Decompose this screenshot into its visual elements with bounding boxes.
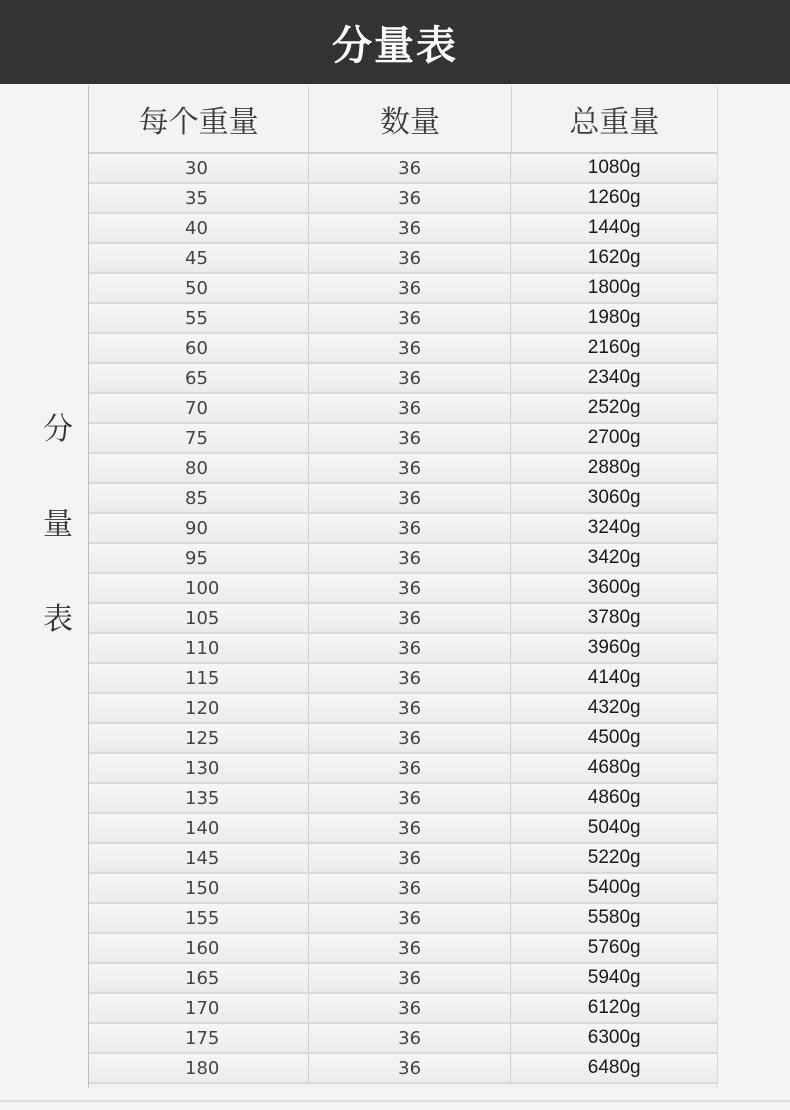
portion-table <box>88 86 718 1088</box>
table-row <box>89 184 717 214</box>
cell-quantity: 36 <box>309 574 512 602</box>
cell-unit-weight: 120 <box>89 694 309 722</box>
table-row <box>89 694 717 724</box>
table-row <box>89 904 717 934</box>
column-header-total-weight: 总重量 <box>569 105 660 140</box>
cell-quantity: 36 <box>309 364 512 392</box>
cell-quantity: 36 <box>309 634 512 662</box>
cell-unit-weight: 80 <box>89 454 309 482</box>
table-row <box>89 304 717 334</box>
cell-unit-weight: 105 <box>89 604 309 632</box>
table-row <box>89 1054 717 1084</box>
cell-unit-weight: 55 <box>89 304 309 332</box>
table-row <box>89 244 717 274</box>
cell-total-weight: 3600g <box>587 577 641 598</box>
cell-total-weight: 1080g <box>587 157 641 178</box>
cell-total-weight: 3960g <box>587 637 641 658</box>
cell-unit-weight: 150 <box>89 874 309 902</box>
table-row <box>89 424 717 454</box>
cell-total-weight: 4860g <box>587 787 641 808</box>
cell-unit-weight: 50 <box>89 274 309 302</box>
cell-total-weight: 5760g <box>587 937 641 958</box>
table-row <box>89 274 717 304</box>
cell-quantity: 36 <box>309 814 512 842</box>
cell-quantity: 36 <box>309 1024 512 1052</box>
cell-unit-weight: 60 <box>89 334 309 362</box>
cell-quantity: 36 <box>309 694 512 722</box>
column-header-unit-weight: 每个重量 <box>89 86 309 152</box>
cell-unit-weight: 95 <box>89 544 309 572</box>
cell-total-weight: 1440g <box>587 217 641 238</box>
cell-total-weight: 3780g <box>587 607 641 628</box>
cell-unit-weight: 180 <box>89 1054 309 1082</box>
cell-unit-weight: 70 <box>89 394 309 422</box>
cell-unit-weight: 75 <box>89 424 309 452</box>
cell-unit-weight: 170 <box>89 994 309 1022</box>
cell-total-weight: 4320g <box>587 697 641 718</box>
cell-total-weight: 1980g <box>587 307 641 328</box>
cell-total-weight: 5400g <box>587 877 641 898</box>
cell-quantity: 36 <box>309 484 512 512</box>
table-row <box>89 484 717 514</box>
cell-quantity: 36 <box>309 904 512 932</box>
table-header-row <box>89 86 717 154</box>
cell-total-weight: 6480g <box>587 1057 641 1078</box>
cell-quantity: 36 <box>309 394 512 422</box>
cell-unit-weight: 130 <box>89 754 309 782</box>
cell-unit-weight: 110 <box>89 634 309 662</box>
cell-unit-weight: 165 <box>89 964 309 992</box>
cell-total-weight: 5220g <box>587 847 641 868</box>
cell-total-weight: 2520g <box>587 397 641 418</box>
cell-unit-weight: 145 <box>89 844 309 872</box>
cell-unit-weight: 140 <box>89 814 309 842</box>
cell-quantity: 36 <box>309 1054 512 1082</box>
cell-unit-weight: 155 <box>89 904 309 932</box>
table-row <box>89 874 717 904</box>
cell-unit-weight: 160 <box>89 934 309 962</box>
table-row <box>89 514 717 544</box>
cell-quantity: 36 <box>309 934 512 962</box>
table-row <box>89 214 717 244</box>
side-label-char: 量 <box>43 507 73 542</box>
table-row <box>89 934 717 964</box>
cell-quantity: 36 <box>309 424 512 452</box>
cell-unit-weight: 135 <box>89 784 309 812</box>
column-header-quantity: 数量 <box>309 86 511 152</box>
cell-total-weight: 6120g <box>587 997 641 1018</box>
cell-unit-weight: 40 <box>89 214 309 242</box>
cell-total-weight: 5040g <box>587 817 641 838</box>
cell-quantity: 36 <box>309 184 512 212</box>
table-row <box>89 634 717 664</box>
cell-total-weight: 3240g <box>587 517 641 538</box>
cell-quantity: 36 <box>309 994 512 1022</box>
cell-total-weight: 3060g <box>587 487 641 508</box>
cell-unit-weight: 115 <box>89 664 309 692</box>
side-label <box>36 400 80 685</box>
cell-total-weight: 4680g <box>587 757 641 778</box>
table-row <box>89 994 717 1024</box>
cell-quantity: 36 <box>309 754 512 782</box>
cell-total-weight: 4140g <box>587 667 641 688</box>
cell-unit-weight: 85 <box>89 484 309 512</box>
cell-total-weight: 3420g <box>587 547 641 568</box>
cell-unit-weight: 45 <box>89 244 309 272</box>
cell-unit-weight: 125 <box>89 724 309 752</box>
cell-total-weight: 2340g <box>587 367 641 388</box>
side-label-char: 分 <box>43 412 73 447</box>
table-row <box>89 334 717 364</box>
table-row <box>89 664 717 694</box>
cell-unit-weight: 175 <box>89 1024 309 1052</box>
cell-unit-weight: 35 <box>89 184 309 212</box>
cell-quantity: 36 <box>309 964 512 992</box>
cell-unit-weight: 65 <box>89 364 309 392</box>
table-row <box>89 394 717 424</box>
cell-quantity: 36 <box>309 214 512 242</box>
cell-quantity: 36 <box>309 274 512 302</box>
page-title: 分量表 <box>332 22 458 69</box>
cell-quantity: 36 <box>309 544 512 572</box>
cell-total-weight: 1260g <box>587 187 641 208</box>
table-row <box>89 574 717 604</box>
table-body <box>89 154 717 1084</box>
table-row <box>89 604 717 634</box>
table-row <box>89 724 717 754</box>
cell-quantity: 36 <box>309 724 512 752</box>
cell-quantity: 36 <box>309 874 512 902</box>
table-row <box>89 544 717 574</box>
cell-total-weight: 1800g <box>587 277 641 298</box>
cell-total-weight: 2700g <box>587 427 641 448</box>
side-label-char: 表 <box>43 602 73 637</box>
cell-unit-weight: 30 <box>89 154 309 182</box>
table-row <box>89 754 717 784</box>
cell-quantity: 36 <box>309 154 512 182</box>
table-row <box>89 154 717 184</box>
bottom-divider <box>0 1100 790 1102</box>
table-row <box>89 844 717 874</box>
table-row <box>89 364 717 394</box>
cell-quantity: 36 <box>309 604 512 632</box>
cell-quantity: 36 <box>309 454 512 482</box>
cell-quantity: 36 <box>309 784 512 812</box>
cell-total-weight: 6300g <box>587 1027 641 1048</box>
cell-total-weight: 5940g <box>587 967 641 988</box>
table-row <box>89 454 717 484</box>
cell-quantity: 36 <box>309 334 512 362</box>
cell-total-weight: 2880g <box>587 457 641 478</box>
cell-total-weight: 5580g <box>587 907 641 928</box>
cell-quantity: 36 <box>309 304 512 332</box>
cell-unit-weight: 100 <box>89 574 309 602</box>
cell-quantity: 36 <box>309 514 512 542</box>
cell-quantity: 36 <box>309 844 512 872</box>
cell-quantity: 36 <box>309 664 512 692</box>
table-row <box>89 814 717 844</box>
cell-unit-weight: 90 <box>89 514 309 542</box>
cell-quantity: 36 <box>309 244 512 272</box>
cell-total-weight: 1620g <box>587 247 641 268</box>
table-row <box>89 964 717 994</box>
cell-total-weight: 4500g <box>587 727 641 748</box>
header-bar <box>0 0 790 84</box>
table-row <box>89 1024 717 1054</box>
table-row <box>89 784 717 814</box>
cell-total-weight: 2160g <box>587 337 641 358</box>
